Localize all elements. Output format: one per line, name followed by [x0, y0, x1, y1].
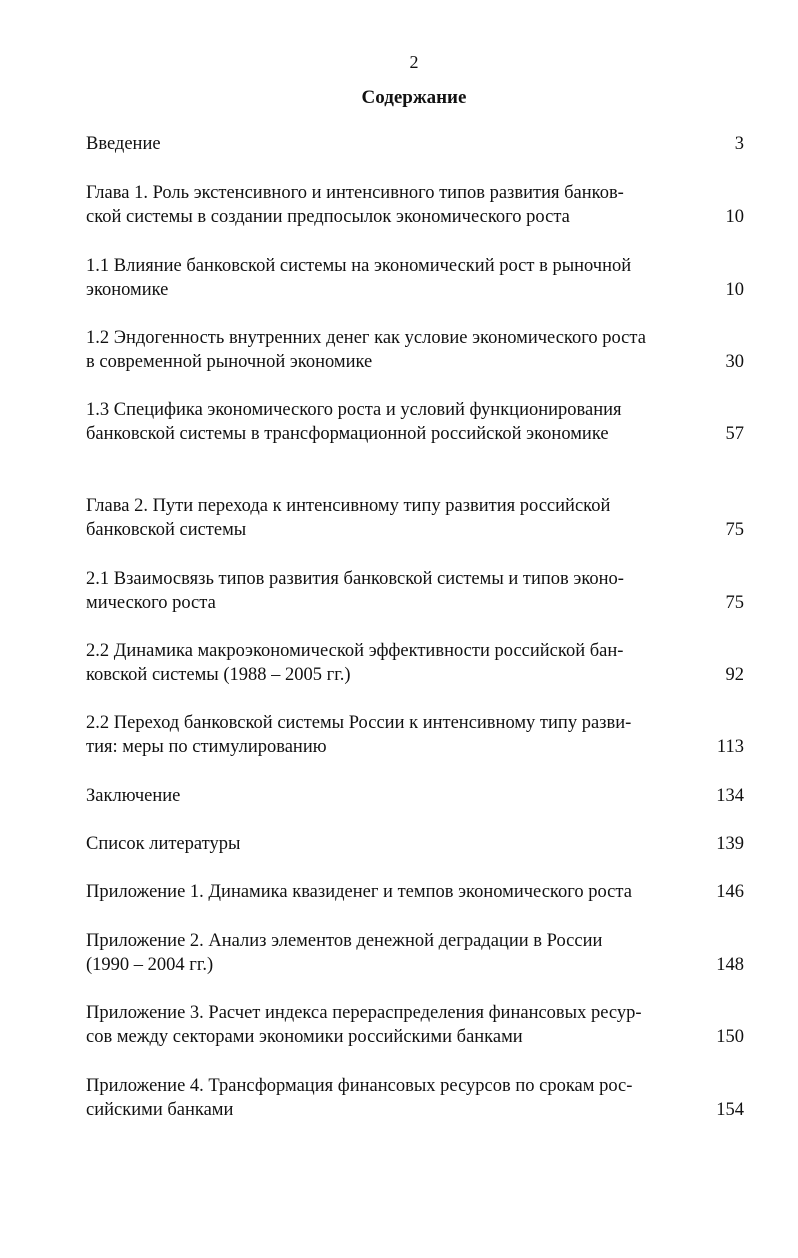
toc-entry-text [86, 1074, 692, 1122]
toc-line: сийскими банками [86, 1100, 234, 1120]
toc-entry-text [86, 639, 692, 687]
toc-line: 2.1 Взаимосвязь типов развития банковской системы и типов эконо- [86, 569, 624, 589]
toc-line: сов между секторами экономики российскими банками [86, 1027, 523, 1047]
toc-line: Заключение [86, 786, 181, 806]
toc-entry-text [86, 132, 692, 156]
toc-title: Содержание [361, 87, 467, 108]
toc-entry-text [86, 181, 692, 229]
toc-line: Приложение 4. Трансформация финансовых ресурсов по срокам рос- [86, 1076, 633, 1096]
toc-entry-section-2-1[interactable] [86, 567, 746, 615]
toc-entry-section-1-2[interactable] [86, 326, 746, 374]
toc-entry-text [86, 326, 692, 374]
toc-line: мического роста [86, 593, 216, 613]
toc-entry-text [86, 398, 692, 446]
toc-page-number: 134 [716, 786, 744, 806]
toc-line: в современной рыночной экономике [86, 352, 373, 372]
toc-entry-text [86, 832, 692, 856]
toc-line: тия: меры по стимулированию [86, 737, 327, 757]
toc-entry-section-2-3[interactable] [86, 711, 746, 759]
toc-entry-text [86, 567, 692, 615]
toc-entry-text [86, 711, 692, 759]
toc-page-number: 75 [725, 520, 744, 540]
toc-entry-text [86, 254, 692, 302]
toc-line: (1990 – 2004 гг.) [86, 955, 214, 975]
toc-line: банковской системы в трансформационной российской экономике [86, 424, 609, 444]
toc-entry-text [86, 494, 692, 542]
toc-entry-chapter-1[interactable] [86, 181, 746, 229]
toc-page-number: 57 [725, 424, 744, 444]
toc-line: банковской системы [86, 520, 247, 540]
toc-page-number: 75 [725, 593, 744, 613]
toc-entry-appendix-4[interactable] [86, 1074, 746, 1122]
toc-page-number: 139 [716, 834, 744, 854]
toc-line: 2.2 Переход банковской системы России к интенсивному типу разви- [86, 713, 632, 733]
toc-page-number: 92 [725, 665, 744, 685]
toc-line: 1.3 Специфика экономического роста и условий функционирования [86, 400, 622, 420]
toc-page-number: 154 [716, 1100, 744, 1120]
toc-entry-introduction[interactable] [86, 132, 746, 156]
toc-line: 1.2 Эндогенность внутренних денег как условие экономического роста [86, 328, 646, 348]
toc-entry-appendix-2[interactable] [86, 929, 746, 977]
toc-line: ковской системы (1988 – 2005 гг.) [86, 665, 351, 685]
toc-entry-section-1-3[interactable] [86, 398, 746, 446]
toc-page-number: 3 [734, 134, 744, 154]
toc-entry-conclusion[interactable] [86, 784, 746, 808]
toc-line: Приложение 2. Анализ элементов денежной деградации в России [86, 931, 603, 951]
toc-entry-text [86, 929, 692, 977]
toc-page-number: 146 [716, 882, 744, 902]
toc-page-number: 150 [716, 1027, 744, 1047]
toc-entry-text [86, 1001, 692, 1049]
toc-line: Приложение 3. Расчет индекса перераспределения финансовых ресур- [86, 1003, 642, 1023]
toc-line: Введение [86, 134, 161, 154]
toc-entry-section-2-2[interactable] [86, 639, 746, 687]
toc-page-number: 30 [725, 352, 744, 372]
toc-line: Приложение 1. Динамика квазиденег и темпов экономического роста [86, 882, 632, 902]
toc-entry-chapter-2[interactable] [86, 494, 746, 542]
toc-line: 2.2 Динамика макроэкономической эффективности российской бан- [86, 641, 624, 661]
page-number: 2 [409, 52, 419, 72]
toc-line: экономике [86, 280, 169, 300]
toc-entry-bibliography[interactable] [86, 832, 746, 856]
toc-entry-text [86, 880, 692, 904]
toc-page-number: 148 [716, 955, 744, 975]
toc-line: 1.1 Влияние банковской системы на экономический рост в рыночной [86, 256, 632, 276]
toc-entry-appendix-1[interactable] [86, 880, 746, 904]
toc-page-number: 113 [716, 737, 744, 757]
toc-line: ской системы в создании предпосылок экономического роста [86, 207, 570, 227]
toc-line: Список литературы [86, 834, 241, 854]
toc-entry-appendix-3[interactable] [86, 1001, 746, 1049]
toc-entry-text [86, 784, 692, 808]
toc-line: Глава 2. Пути перехода к интенсивному типу развития российской [86, 496, 611, 516]
toc-line: Глава 1. Роль экстенсивного и интенсивного типов развития банков- [86, 183, 624, 203]
toc-entry-section-1-1[interactable] [86, 254, 746, 302]
toc-page-number: 10 [725, 280, 744, 300]
toc-page-number: 10 [725, 207, 744, 227]
